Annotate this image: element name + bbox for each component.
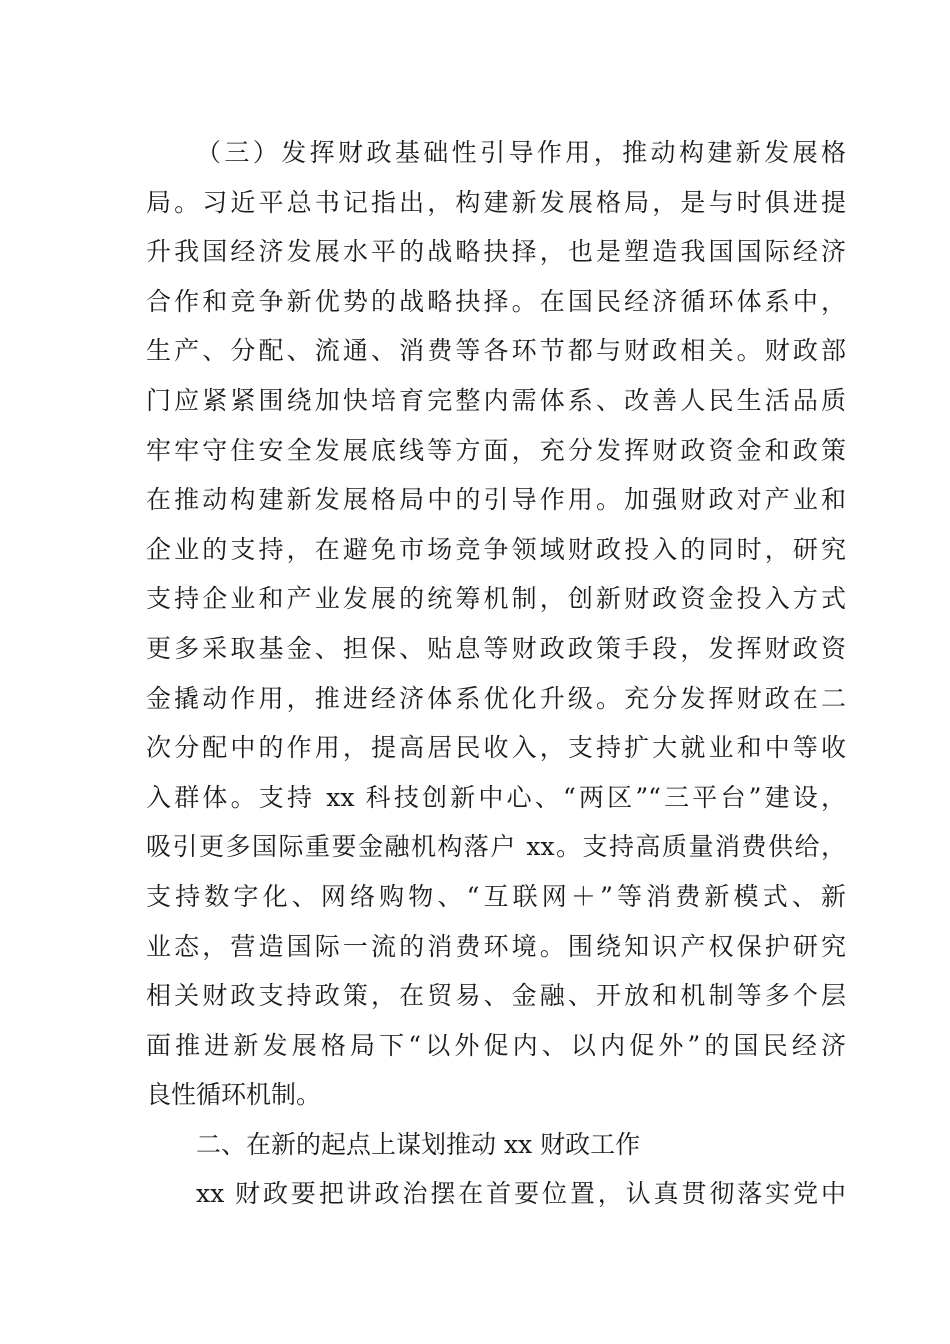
text-line: 门应紧紧围绕加快培育完整内需体系、改善人民生活品质 [146,385,846,415]
text-line: 入群体。支持 xx 科技创新中心、“两区”“三平台”建设， [146,782,846,812]
text-line: 金撬动作用，推进经济体系优化升级。充分发挥财政在二 [146,683,846,713]
text-line: 局。习近平总书记指出，构建新发展格局，是与时俱进提 [146,187,846,217]
text-line: 在推动构建新发展格局中的引导作用。加强财政对产业和 [146,485,846,515]
text-line: 升我国经济发展水平的战略抉择，也是塑造我国国际经济 [146,237,846,267]
text-line: 支持数字化、网络购物、“互联网＋”等消费新模式、新 [146,881,846,911]
text-line: 良性循环机制。 [146,1080,322,1110]
text-line: xx 财政要把讲政治摆在首要位置，认真贯彻落实党中 [196,1179,846,1209]
text-line: 业态，营造国际一流的消费环境。围绕知识产权保护研究 [146,931,846,961]
text-line: 吸引更多国际重要金融机构落户 xx。支持高质量消费供给， [146,832,846,862]
text-line: 牢牢守住安全发展底线等方面，充分发挥财政资金和政策 [146,435,846,465]
text-line: 生产、分配、流通、消费等各环节都与财政相关。财政部 [146,336,846,366]
text-line: 支持企业和产业发展的统筹机制，创新财政资金投入方式 [146,584,846,614]
text-line: 二、在新的起点上谋划推动 xx 财政工作 [196,1129,641,1159]
body-text [146,128,846,1219]
text-line: 次分配中的作用，提高居民收入，支持扩大就业和中等收 [146,733,846,763]
text-line: 相关财政支持政策，在贸易、金融、开放和机制等多个层 [146,981,846,1011]
text-line: （三）发挥财政基础性引导作用，推动构建新发展格 [196,138,846,167]
text-line: 更多采取基金、担保、贴息等财政政策手段，发挥财政资 [146,633,846,663]
text-line: 企业的支持，在避免市场竞争领域财政投入的同时，研究 [146,534,846,564]
text-line: 合作和竞争新优势的战略抉择。在国民经济循环体系中， [146,286,846,316]
text-line: 面推进新发展格局下“以外促内、以内促外”的国民经济 [146,1030,846,1060]
